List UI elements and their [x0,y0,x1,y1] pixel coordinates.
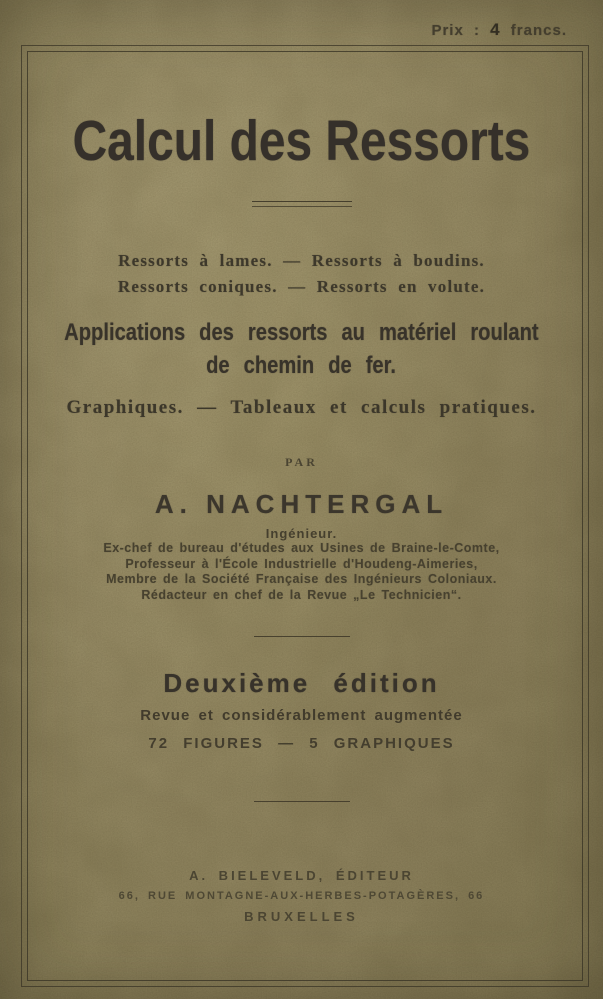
publisher-name: A. BIELEVELD, ÉDITEUR [189,868,414,883]
edition-heading: Deuxième édition [163,668,440,698]
graphiques-line: Graphiques. — Tableaux et calculs pratiques. [66,397,537,418]
edition-separator-rule [254,636,350,637]
figures-count-line: 72 FIGURES — 5 GRAPHIQUES [148,735,455,752]
edition-note: Revue et considérablement augmentée [140,707,463,724]
publisher-separator-rule [254,801,350,802]
credential-line: Ex-chef de bureau d'études aux Usines de Braine-le-Comte, [103,541,500,555]
price-unit: francs. [510,22,567,39]
par-label: PAR [285,455,318,469]
applications-line-2: de chemin de fer. [206,352,397,379]
author-credentials [0,541,603,603]
publisher-city: BRUXELLES [244,909,359,924]
publisher-address: 66, RUE MONTAGNE-AUX-HERBES-POTAGÈRES, 66 [118,890,485,902]
applications-line-1: Applications des ressorts au matériel roulant [64,319,539,346]
title-separator-rule [252,201,352,207]
price-label: Prix : [431,22,480,39]
author-name: A. NACHTERGAL [154,489,449,519]
credential-line: Membre de la Société Française des Ingénieurs Coloniaux. [106,572,497,586]
credential-line: Rédacteur en chef de la Revue „Le Technicien“. [141,587,462,602]
subtitle-block [0,248,603,300]
price-value: 4 [490,20,501,39]
book-title [0,108,603,174]
price-line [431,20,567,40]
author-title: Ingénieur. [265,526,338,541]
subtitle-line-1: Ressorts à lames. — Ressorts à boudins. [118,251,485,270]
book-title-text: Calcul des Ressorts [72,109,531,173]
credential-line: Professeur à l'École Industrielle d'Houdeng-Aimeries, [125,556,478,571]
subtitle-line-2: Ressorts coniques. — Ressorts en volute. [117,277,486,296]
applications-heading [0,316,603,382]
